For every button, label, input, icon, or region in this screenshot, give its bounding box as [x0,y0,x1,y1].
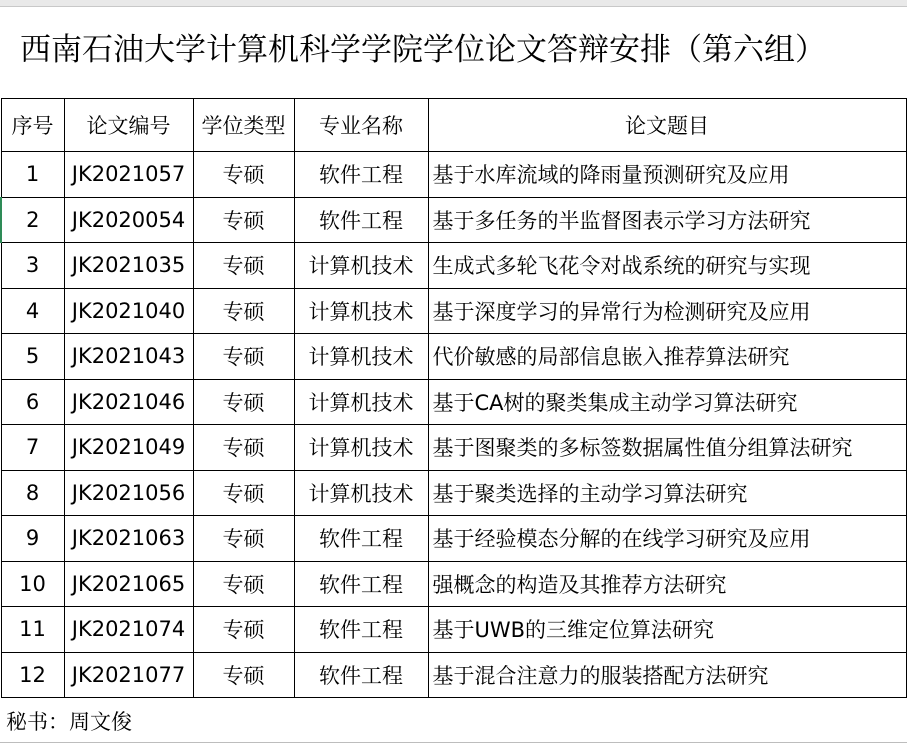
table-body [1,152,906,698]
cell-index[interactable]: 3 [1,243,64,289]
cell-thesis-id[interactable]: JK2021049 [64,425,193,471]
cell-thesis-title[interactable]: 基于UWB的三维定位算法研究 [428,607,906,653]
cell-major[interactable]: 计算机技术 [294,425,428,471]
cell-major[interactable]: 计算机技术 [294,470,428,516]
cell-degree-type[interactable]: 专硕 [193,288,294,334]
table-row [1,288,906,334]
cell-thesis-title[interactable]: 生成式多轮飞花令对战系统的研究与实现 [428,243,906,289]
cell-thesis-title[interactable]: 代价敏感的局部信息嵌入推荐算法研究 [428,334,906,380]
cell-index[interactable]: 6 [1,379,64,425]
cell-thesis-title[interactable]: 基于CA树的聚类集成主动学习算法研究 [428,379,906,425]
cell-thesis-title[interactable]: 基于经验模态分解的在线学习研究及应用 [428,516,906,562]
cell-index[interactable]: 2 [1,197,64,243]
cell-thesis-title[interactable]: 基于多任务的半监督图表示学习方法研究 [428,197,906,243]
defense-schedule-table [0,98,907,698]
cell-thesis-id[interactable]: JK2021035 [64,243,193,289]
cell-degree-type[interactable]: 专硕 [193,425,294,471]
table-row [1,561,906,607]
cell-thesis-title[interactable]: 基于混合注意力的服装搭配方法研究 [428,652,906,698]
cell-thesis-id[interactable]: JK2021063 [64,516,193,562]
cell-major[interactable]: 计算机技术 [294,379,428,425]
table-row [1,516,906,562]
cell-degree-type[interactable]: 专硕 [193,652,294,698]
cell-degree-type[interactable]: 专硕 [193,334,294,380]
cell-thesis-id[interactable]: JK2021046 [64,379,193,425]
cell-index[interactable]: 12 [1,652,64,698]
cell-degree-type[interactable]: 专硕 [193,243,294,289]
cell-major[interactable]: 软件工程 [294,152,428,198]
cell-thesis-title[interactable]: 基于深度学习的异常行为检测研究及应用 [428,288,906,334]
cell-degree-type[interactable]: 专硕 [193,607,294,653]
cell-index[interactable]: 9 [1,516,64,562]
cell-thesis-title[interactable]: 基于水库流域的降雨量预测研究及应用 [428,152,906,198]
table-row [1,607,906,653]
cell-thesis-id[interactable]: JK2021074 [64,607,193,653]
cell-thesis-title[interactable]: 基于图聚类的多标签数据属性值分组算法研究 [428,425,906,471]
cell-degree-type[interactable]: 专硕 [193,470,294,516]
cell-index[interactable]: 10 [1,561,64,607]
page-title[interactable]: 西南石油大学计算机科学学院学位论文答辩安排（第六组） [20,32,826,68]
column-header-strip [0,0,907,7]
table-row [1,470,906,516]
cell-degree-type[interactable]: 专硕 [193,561,294,607]
cell-thesis-id[interactable]: JK2020054 [64,197,193,243]
table-row [1,652,906,698]
cell-major[interactable]: 计算机技术 [294,288,428,334]
cell-major[interactable]: 软件工程 [294,652,428,698]
header-cell-degree-type[interactable]: 学位类型 [193,99,294,152]
cell-degree-type[interactable]: 专硕 [193,152,294,198]
cell-degree-type[interactable]: 专硕 [193,197,294,243]
header-cell-major[interactable]: 专业名称 [294,99,428,152]
cell-major[interactable]: 软件工程 [294,561,428,607]
cell-degree-type[interactable]: 专硕 [193,379,294,425]
cell-major[interactable]: 软件工程 [294,607,428,653]
cell-major[interactable]: 计算机技术 [294,334,428,380]
sheet-bottom-border [0,742,907,743]
cell-index[interactable]: 5 [1,334,64,380]
cell-major[interactable]: 软件工程 [294,516,428,562]
cell-thesis-id[interactable]: JK2021077 [64,652,193,698]
cell-major[interactable]: 计算机技术 [294,243,428,289]
cell-thesis-title[interactable]: 基于聚类选择的主动学习算法研究 [428,470,906,516]
cell-index[interactable]: 4 [1,288,64,334]
cell-thesis-id[interactable]: JK2021040 [64,288,193,334]
table-row [1,425,906,471]
cell-index[interactable]: 11 [1,607,64,653]
cell-degree-type[interactable]: 专硕 [193,516,294,562]
header-cell-thesis-id[interactable]: 论文编号 [64,99,193,152]
table-row [1,379,906,425]
cell-thesis-id[interactable]: JK2021056 [64,470,193,516]
table-header-row [1,99,906,152]
header-cell-thesis-title[interactable]: 论文题目 [428,99,906,152]
table-row [1,197,906,243]
cell-major[interactable]: 软件工程 [294,197,428,243]
cell-index[interactable]: 8 [1,470,64,516]
cell-thesis-id[interactable]: JK2021043 [64,334,193,380]
table-row [1,334,906,380]
cell-index[interactable]: 7 [1,425,64,471]
cell-index[interactable]: 1 [1,152,64,198]
cell-thesis-id[interactable]: JK2021057 [64,152,193,198]
table-row [1,152,906,198]
cell-thesis-title[interactable]: 强概念的构造及其推荐方法研究 [428,561,906,607]
header-cell-index[interactable]: 序号 [1,99,64,152]
cell-thesis-id[interactable]: JK2021065 [64,561,193,607]
secretary-note[interactable]: 秘书：周文俊 [6,710,132,734]
table-row [1,243,906,289]
